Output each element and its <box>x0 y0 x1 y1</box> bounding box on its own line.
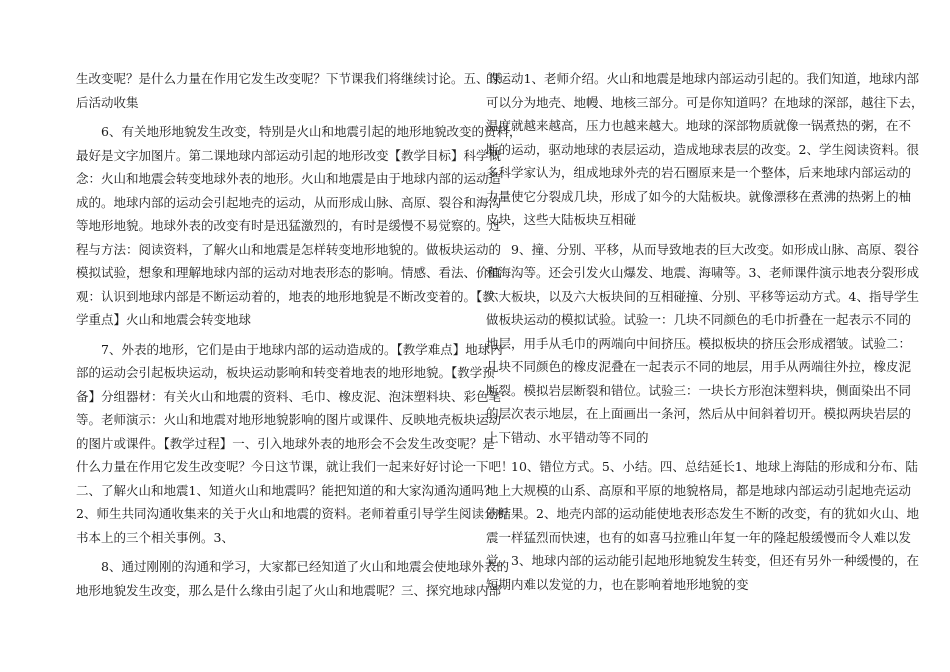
text-line: 地上大规模的山系、高原和平原的地貌格局，都是地球内部运动引起地壳运动 <box>486 482 912 498</box>
text-line: 觉。3、地球内部的运动能引起地形地貌发生转变，但还有另外一种缓慢的，在 <box>486 553 919 568</box>
text-line: 上下错动、水平错动等不同的 <box>486 429 649 445</box>
text-line: 8、通过刚刚的沟通和学习，大家都已经知道了火山和地震会使地球外表的 <box>101 559 509 574</box>
text-line: 二、了解火山和地震1、知道火山和地震吗？能把知道的和大家沟通沟通吗？ <box>76 482 497 498</box>
text-line: 10、错位方式。5、小结。四、总结延长1、地球上海陆的形成和分布、陆 <box>511 459 918 474</box>
text-line: 书本上的三个相关事例。3、 <box>76 529 234 545</box>
text-line: 念：火山和地震会转变地球外表的地形。火山和地震是由于地球内部的运动造 <box>76 171 502 186</box>
text-line: 6、有关地形地貌发生改变，特别是火山和地震引起的地形地貌改变的资料， <box>101 124 522 139</box>
text-line: 学重点】火山和地震会转变地球 <box>76 312 252 327</box>
text-line: 六大板块，以及六大板块间的互相碰撞、分别、平移等运动方式。4、指导学生 <box>486 288 919 304</box>
right-text-column <box>486 67 924 596</box>
text-line: 断裂。模拟岩层断裂和错位。试验三：一块长方形泡沫塑料块，侧面染出不同 <box>486 382 912 398</box>
text-line: 力量使它分裂成几块，形成了如今的大陆板块。就像漂移在煮沸的热粥上的柚 <box>486 188 912 204</box>
text-line: 模拟试验，想象和理解地球内部的运动对地表形态的影响。情感、看法、价值 <box>76 265 502 280</box>
left-text-column <box>76 67 522 602</box>
text-line: 2、师生共同沟通收集来的关于火山和地震的资料。老师着重引导学生阅读分析 <box>76 506 509 521</box>
text-line: 震一样猛烈而快速，也有的如喜马拉雅山年复一年的隆起般缓慢而令人难以发 <box>486 529 912 545</box>
text-line: 几块不同颜色的橡皮泥叠在一起表示不同的地层，用手从两端往外拉，橡皮泥 <box>486 359 912 374</box>
text-line: 9、撞、分别、平移，从而导致地表的巨大改变。如形成山脉、高原、裂谷 <box>511 241 919 257</box>
text-line: 温度就越来越高，压力也越来越大。地球的深部物质就像一锅煮热的粥，在不 <box>486 118 912 133</box>
text-line: 生改变呢？是什么力量在作用它发生改变呢？下节课我们将继续讨论。五、课 <box>76 71 502 86</box>
text-line: 的结果。2、地壳内部的运动能使地表形态发生不断的改变，有的犹如火山、地 <box>486 506 919 521</box>
text-line: 的运动1、老师介绍。火山和地震是地球内部运动引起的。我们知道，地球内部 <box>486 71 919 86</box>
text-line: 等。老师演示：火山和地震对地形地貌影响的图片或课件、反映地壳板块运动 <box>76 412 502 427</box>
text-line: 地形地貌发生改变，那么是什么缘由引起了火山和地震呢？三、探究地球内部 <box>76 582 502 598</box>
text-line: 后活动收集 <box>76 94 139 110</box>
text-line: 7、外表的地形，它们是由于地球内部的运动造成的。【教学难点】地球内 <box>101 341 503 357</box>
text-line: 等地形地貌。地球外表的改变有时是迅猛激烈的，有时是缓慢不易觉察的。过 <box>76 218 502 233</box>
text-line: 成的。地球内部的运动会引起地壳的运动，从而形成山脉、高原、裂谷和海沟 <box>76 194 502 210</box>
text-line: 做板块运动的模拟试验。试验一：几块不同颜色的毛巾折叠在一起表示不同的 <box>486 312 912 327</box>
text-line: 观：认识到地球内部是不断运动着的，地表的地形地貌是不断改变着的。【教 <box>76 288 495 304</box>
text-line: 皮块，这些大陆板块互相碰 <box>486 212 637 227</box>
text-line: 断的运动，驱动地球的表层运动，造成地球表层的改变。2、学生阅读资料。很 <box>486 141 919 157</box>
text-line: 最好是文字加图片。第二课地球内部运动引起的地形改变【教学目标】科学概 <box>76 147 502 163</box>
text-line: 可以分为地壳、地幔、地核三部分。可是你知道吗？在地球的深部，越往下去， <box>486 94 924 110</box>
text-line: 的层次表示地层，在上面画出一条河，然后从中间斜着切开。模拟两块岩层的 <box>486 406 912 421</box>
text-line: 短期内难以发觉的力，也在影响着地形地貌的变 <box>486 576 749 592</box>
text-line: 多科学家认为，组成地球外壳的岩石圈原来是一个整体，后来地球内部运动的 <box>486 165 912 180</box>
text-line: 的图片或课件。【教学过程】一、引入地球外表的地形会不会发生改变呢？是 <box>76 435 495 451</box>
text-line: 部的运动会引起板块运动，板块运动影响和转变着地表的地形地貌。【教学预 <box>76 365 495 380</box>
text-line: 什么力量在作用它发生改变呢？今日这节课，就让我们一起来好好讨论一下吧！ <box>76 459 514 474</box>
text-line: 和海沟等。还会引发火山爆发、地震、海啸等。3、老师课件演示地表分裂形成 <box>486 265 919 280</box>
text-line: 程与方法：阅读资料，了解火山和地震是怎样转变地形地貌的。做板块运动的 <box>76 241 502 257</box>
text-line: 备】分组器材：有关火山和地震的资料、毛巾、橡皮泥、泡沫塑料块、彩色笔 <box>76 388 502 404</box>
text-line: 地层，用手从毛巾的两端向中间挤压。模拟板块的挤压会形成褶皱。试验二： <box>486 335 912 351</box>
